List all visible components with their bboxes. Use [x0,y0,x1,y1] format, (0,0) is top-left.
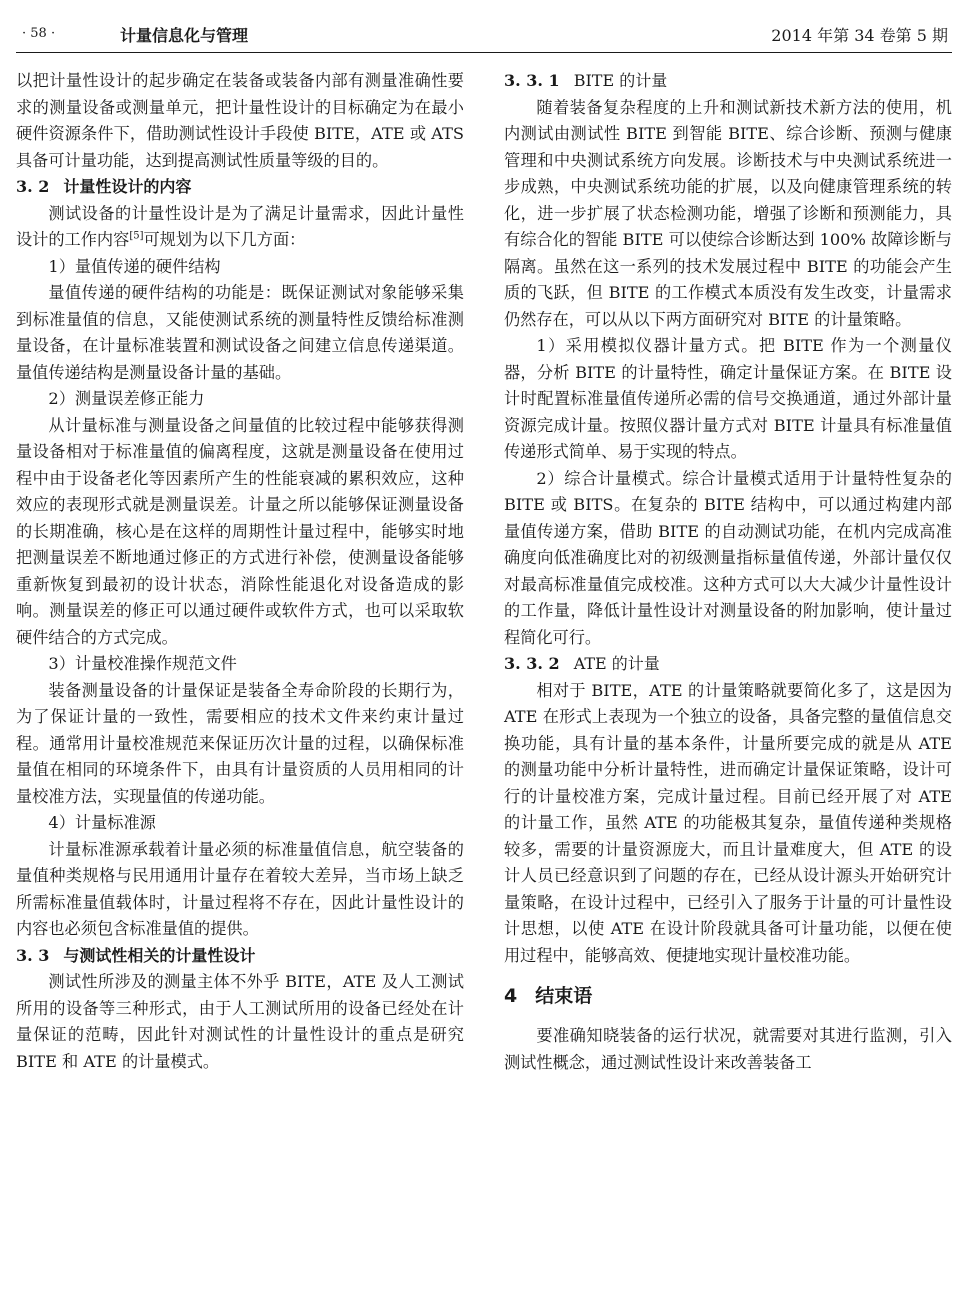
paragraph: 装备测量设备的计量保证是装备全寿命阶段的长期行为，为了保证计量的一致性，需要相应的技术文件来约束计量过程。通常用计量校准规范来保证历次计量的过程，以确保标准量值在相同的环境条件下，由具有计量资质的人员用相同的计量校准方法，实现量值的传递功能。 [16,680,464,806]
paragraph: 计量标准源承载着计量必须的标准量值信息，航空装备的量值种类规格与民用通用计量存在着较大差异，当市场上缺乏所需标准量值载体时，计量过程将不存在，因此计量性设计的内容也必须包含标准量值的提供。 [16,839,464,938]
section-number: 4 [504,985,518,1007]
section-title: 与测试性相关的计量性设计 [63,945,256,965]
paragraph: 1）采用模拟仪器计量方式。把 BITE 作为一个测量仪器，分析 BITE 的计量特性，确定计量保证方案。在 BITE 设计时配置标准量值传递所必需的信号交换通道，通过外部计量资源完成计量。按照仪器计量方式对 BITE 计量具有标准量值传递形式简单、易于实现的特点。 [504,336,952,461]
page-header [16,18,952,53]
left-column [16,68,464,1075]
issue-info: 2014 年第 34 卷第 5 期 [771,26,948,45]
section-title: 计量性设计的内容 [63,177,192,196]
citation-ref: [5] [129,230,144,242]
paragraph: 从计量标准与测量设备之间量值的比较过程中能够获得测量设备相对于标准量值的偏离程度，这就是测量设备在使用过程中由于设备老化等因素所产生的性能衰减的累积效应，这种效应的表现形式就是测量误差。计量之所以能够保证测量设备的长期准确，核心是在这样的周期性计量过程中，能够实时地把测量误差不断地通过修正的方式进行补偿，使测量设备能够重新恢复到最初的设计状态，消除性能退化对设备造成的影响。测量误差的修正可以通过硬件或软件方式，也可以采取软硬件结合的方式完成。 [16,415,464,647]
section-heading-4 [504,981,952,1011]
list-item-title: 3）计量校准操作规范文件 [48,654,237,673]
section-title: BITE 的计量 [573,71,668,90]
list-item-title: 4）计量标准源 [48,813,156,832]
section-number: 3. 3. 1 [504,71,560,90]
section-heading-3-3 [16,943,464,970]
paragraph: 随着装备复杂程度的上升和测试新技术新方法的使用，机内测试由测试性 BITE 到智能 BITE、综合诊断、预测与健康管理和中央测试系统方向发展。诊断技术与中央测试系统进一步成熟，中央测试系统功能的扩展，以及向健康管理系统的转化，进一步扩展了状态检测功能，增强了诊断和预测能力，具有综合化的智能 BITE 可以使综合诊断达到 100% 故障诊断与隔离。虽然在这一系列的技术发展过程中 BITE 的功能会产生质的飞跃，但 BITE 的工作模式本质没有发生改变，计量需求仍然存在，可以从以下两方面研究对 BITE 的计量策略。 [504,97,952,329]
subsection-heading-3-3-1 [504,68,952,95]
paragraph-text: 测试设备的计量性设计是为了满足计量需求，因此计量性设计的工作内容 [16,203,464,249]
paragraph: 2）综合计量模式。综合计量模式适用于计量特性复杂的 BITE 或 BITS。在复杂的 BITE 结构中，可以通过构建内部量值传递方案，借助 BITE 的自动测试功能，在机内完成高准确度向低准确度比对的初级测量指标量值传递，外部计量仅仅对最高标准量值完成校准。这种方式可以大大减少计量性设计的工作量，降低计量性设计对测量设备的附加影响，使计量过程简化可行。 [504,468,952,647]
paragraph: 相对于 BITE，ATE 的计量策略就要简化多了，这是因为 ATE 在形式上表现为一个独立的设备，具备完整的量值信息交换功能，具有计量的基本条件，计量所要完成的就是从 ATE 的测量功能中分析计量特性，进而确定计量保证策略，设计可行的计量校准方案，完成计量过程。目前已经开展了对 ATE 的计量工作，虽然 ATE 的功能极其复杂，量值传递种类规格较多，需要的计量资源庞大，而且计量难度大，但 ATE 的设计人员已经意识到了问题的存在，已经从设计源头开始研究计量策略，在设计过程中，已经引入了服务于计量的可计量性设计思想，以使 ATE 在设计阶段就具备可计量功能，以便在使用过程中，能够高效、便捷地实现计量校准功能。 [504,680,952,965]
list-item-title: 2）测量误差修正能力 [48,389,205,408]
paragraph-text: 可规划为以下几方面： [143,230,306,249]
paragraph [16,201,464,254]
subsection-heading-3-3-2 [504,651,952,678]
section-number: 3. 3. 2 [504,654,560,673]
section-number: 3. 2 [16,177,50,196]
paragraph: 量值传递的硬件结构的功能是：既保证测试对象能够采集到标准量值的信息，又能使测试系统的测量特性反馈给标准测量设备，在计量标准装置和测试设备之间建立信息传递渠道。量值传递结构是测量设备计量的基础。 [16,283,464,382]
right-column [504,68,952,1076]
section-title: ATE 的计量 [573,654,660,673]
section-title: 结束语 [535,985,593,1007]
paragraph: 测试性所涉及的测量主体不外乎 BITE，ATE 及人工测试所用的设备等三种形式，由于人工测试所用的设备已经处在计量保证的范畴，因此针对测试性的计量性设计的重点是研究 BITE 和 ATE 的计量模式。 [16,972,464,1071]
page-number: · 58 · [22,26,56,41]
journal-title: 计量信息化与管理 [120,26,249,45]
section-number: 3. 3 [16,945,50,965]
list-item-title: 1）量值传递的硬件结构 [48,256,221,276]
intro-paragraph: 以把计量性设计的起步确定在装备或装备内部有测量准确性要求的测量设备或测量单元，把计量性设计的目标确定为在最小硬件资源条件下，借助测试性设计手段使 BITE，ATE 或 ATS 具备可计量功能，达到提高测试性质量等级的目的。 [16,71,464,170]
paragraph: 要准确知晓装备的运行状况，就需要对其进行监测，引入测试性概念，通过测试性设计来改善装备工 [504,1026,952,1072]
section-heading-3-2 [16,174,464,201]
